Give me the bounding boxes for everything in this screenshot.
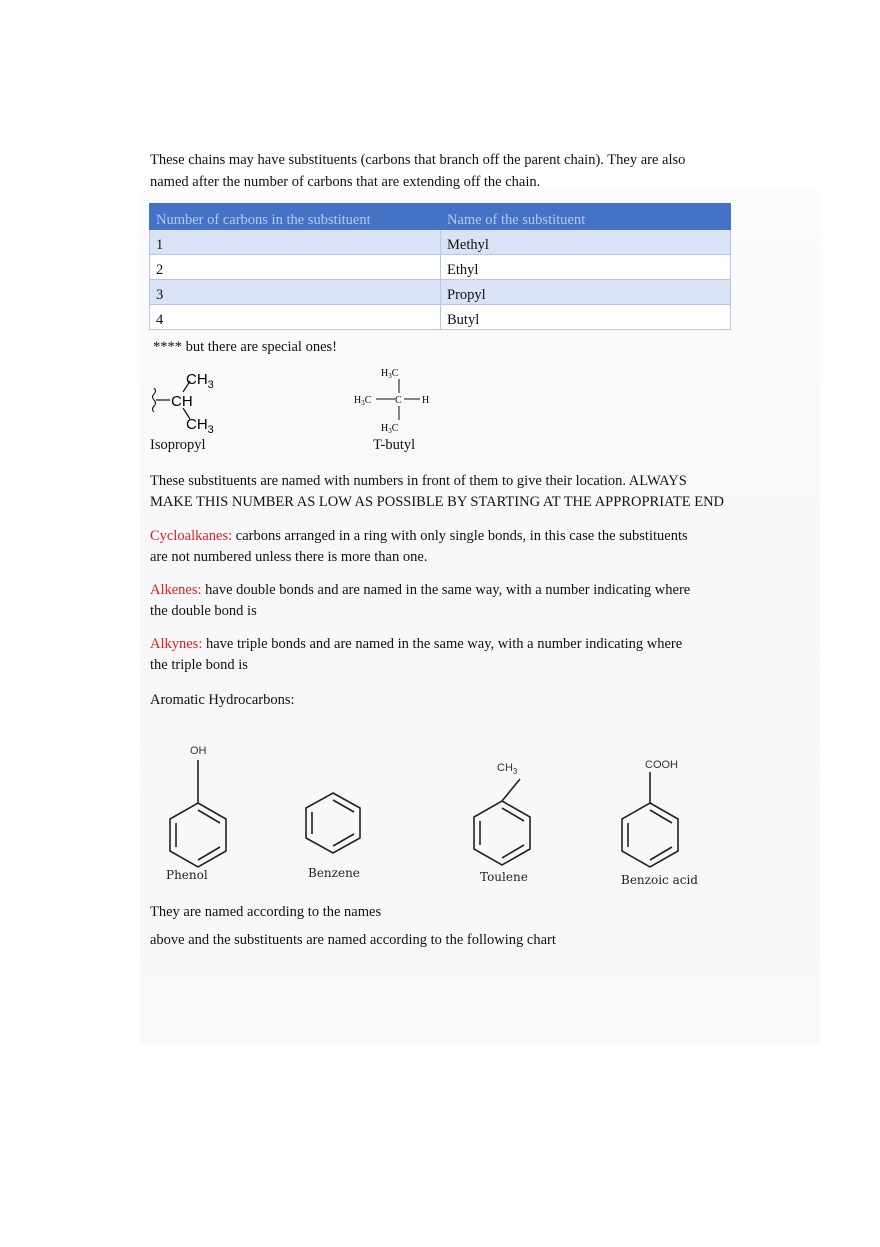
closing-line-1: They are named according to the names — [150, 904, 382, 920]
alkenes-term: Alkenes: — [150, 582, 202, 598]
toulene-double-bond — [502, 845, 524, 858]
table-header-carbons: Number of carbons in the substituent — [150, 204, 441, 230]
benzoic-double-bond — [650, 847, 672, 860]
table-cell-carbons: 1 — [150, 230, 441, 255]
toulene-ring — [474, 801, 530, 865]
isopropyl-structure — [146, 362, 226, 438]
table-cell-carbons: 4 — [150, 305, 441, 330]
phenol-label: Phenol — [166, 868, 208, 882]
numbering-line-1: These substituents are named with numbers in front of them to give their location. ALWAYS — [150, 473, 687, 489]
table-cell-name: Propyl — [441, 280, 731, 305]
closing-line-2: above and the substituents are named according to the following chart — [150, 932, 556, 948]
benzoic-double-bond — [650, 810, 672, 823]
table-cell-carbons: 2 — [150, 255, 441, 280]
tbutyl-top-group: $H_3C$ — [381, 368, 399, 380]
alkenes-text: have double bonds and are named in the same way, with a number indicating where — [201, 582, 691, 598]
table-row — [150, 280, 731, 305]
benzoic-acid-label: Benzoic acid — [621, 873, 698, 887]
table-row — [150, 305, 731, 330]
wavy-bond — [153, 388, 156, 412]
alkenes-line-2: the double bond is — [150, 603, 257, 619]
toulene-double-bond — [502, 808, 524, 821]
alkynes-text: have triple bonds and are named in the same way, with a number indicating where — [202, 636, 683, 652]
isopropyl-label: Isopropyl — [150, 437, 206, 453]
intro-line-2: named after the number of carbons that are extending off the chain. — [150, 174, 541, 190]
tbutyl-bottom-group: $H_3C$ — [381, 423, 399, 435]
benzene-ring — [306, 793, 360, 853]
toulene-substituent: $CH_3$ — [497, 762, 518, 776]
aromatic-structures — [150, 735, 720, 895]
tbutyl-label: T-butyl — [373, 437, 416, 453]
isopropyl-center-ch: CH — [171, 393, 193, 410]
toulene-label: Toulene — [480, 870, 528, 884]
table-row — [150, 230, 731, 255]
benzene-label: Benzene — [308, 866, 360, 880]
table-cell-name: Methyl — [441, 230, 731, 255]
cycloalkanes-text: carbons arranged in a ring with only single bonds, in this case the substituents — [232, 528, 688, 544]
tbutyl-right-h: H — [422, 395, 430, 406]
tbutyl-center-c: C — [395, 395, 402, 406]
aromatic-heading: Aromatic Hydrocarbons: — [150, 692, 295, 708]
table-header-name: Name of the substituent — [441, 204, 731, 230]
tbutyl-structure — [350, 362, 440, 438]
cycloalkanes-line-2: are not numbered unless there is more than one. — [150, 549, 428, 565]
alkynes-line-2: the triple bond is — [150, 657, 248, 673]
benzoic-ring — [622, 803, 678, 867]
phenol-substituent: OH — [190, 745, 207, 757]
table-header-row — [150, 204, 731, 230]
cycloalkanes-line-1 — [150, 526, 688, 547]
table-cell-name: Ethyl — [441, 255, 731, 280]
special-note: **** but there are special ones! — [153, 339, 337, 355]
numbering-line-2: MAKE THIS NUMBER AS LOW AS POSSIBLE BY STARTING AT THE APPROPRIATE END — [150, 494, 725, 510]
isopropyl-top-ch: $CH_3$ — [186, 371, 214, 391]
toulene-methyl-bond — [502, 779, 520, 801]
alkenes-line-1 — [150, 580, 690, 601]
benzene-double-bond — [333, 800, 354, 812]
alkynes-line-1 — [150, 634, 682, 655]
benzoic-substituent: COOH — [645, 759, 678, 771]
table-cell-carbons: 3 — [150, 280, 441, 305]
tbutyl-left-group: $H_3C$ — [354, 395, 372, 407]
substituent-table — [149, 203, 731, 330]
phenol-ring — [170, 803, 226, 867]
phenol-double-bond — [198, 847, 220, 860]
intro-line-1: These chains may have substituents (carbons that branch off the parent chain). They are also — [150, 152, 686, 168]
table-cell-name: Butyl — [441, 305, 731, 330]
alkynes-term: Alkynes: — [150, 636, 203, 652]
table-row — [150, 255, 731, 280]
isopropyl-bottom-ch: $CH_3$ — [186, 416, 214, 436]
phenol-double-bond — [198, 810, 220, 823]
benzene-double-bond — [333, 834, 354, 846]
cycloalkanes-term: Cycloalkanes: — [150, 528, 233, 544]
